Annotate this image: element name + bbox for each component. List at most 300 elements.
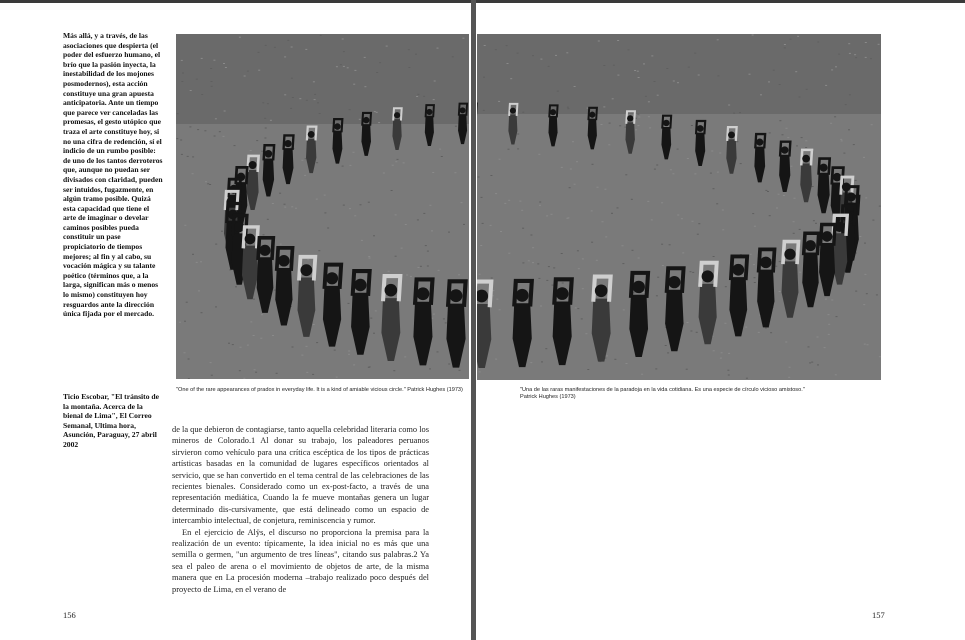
grass-texture xyxy=(617,207,619,208)
grass-texture xyxy=(694,173,696,174)
grass-texture xyxy=(306,372,308,373)
grass-texture xyxy=(638,117,640,118)
grass-texture xyxy=(789,367,791,368)
grass-texture xyxy=(546,215,548,216)
grass-texture xyxy=(318,250,320,251)
grass-texture xyxy=(262,102,264,103)
grass-texture xyxy=(528,260,530,261)
grass-texture xyxy=(799,272,801,273)
left-page-top-edge xyxy=(0,0,471,3)
grass-texture xyxy=(240,347,242,348)
grass-texture xyxy=(831,69,833,70)
grass-texture xyxy=(655,368,657,369)
grass-texture xyxy=(304,175,306,176)
book-spine xyxy=(471,0,476,640)
grass-texture xyxy=(719,153,721,154)
grass-texture xyxy=(316,342,318,343)
grass-texture xyxy=(793,221,795,222)
grass-texture xyxy=(340,64,342,65)
grass-texture xyxy=(878,44,880,45)
grass-texture xyxy=(395,256,397,257)
grass-texture xyxy=(517,53,519,54)
grass-texture xyxy=(247,345,249,346)
grass-texture xyxy=(647,201,649,202)
grass-texture xyxy=(717,39,719,40)
grass-texture xyxy=(740,163,742,164)
grass-texture xyxy=(635,129,637,130)
grass-texture xyxy=(176,138,178,139)
grass-texture xyxy=(784,47,786,48)
photo-right-half xyxy=(477,34,881,380)
grass-texture xyxy=(204,130,206,131)
grass-texture xyxy=(211,81,213,82)
grass-texture xyxy=(192,156,194,157)
grass-texture xyxy=(598,41,600,42)
grass-texture xyxy=(418,267,420,268)
grass-texture xyxy=(219,131,221,132)
grass-texture xyxy=(184,225,186,226)
grass-texture xyxy=(392,165,394,166)
grass-texture xyxy=(441,156,443,157)
grass-texture xyxy=(739,112,741,113)
grass-texture xyxy=(429,368,431,369)
grass-texture xyxy=(314,99,316,100)
grass-texture xyxy=(254,369,256,370)
grass-texture xyxy=(591,111,593,112)
grass-texture xyxy=(373,333,375,334)
grass-texture xyxy=(843,153,845,154)
grass-texture xyxy=(265,128,267,129)
body-text xyxy=(172,424,429,595)
grass-texture xyxy=(439,149,441,150)
grass-texture xyxy=(205,181,207,182)
grass-texture xyxy=(383,173,385,174)
grass-texture xyxy=(401,248,403,249)
grass-texture xyxy=(284,94,286,95)
grass-texture xyxy=(386,46,388,47)
grass-texture xyxy=(648,116,650,117)
grass-texture xyxy=(796,145,798,146)
circle-of-people-right-image xyxy=(477,34,881,380)
grass-texture xyxy=(596,260,598,261)
grass-texture xyxy=(662,265,664,266)
grass-texture xyxy=(623,309,625,310)
grass-texture xyxy=(532,247,534,248)
grass-texture xyxy=(348,354,350,355)
grass-texture xyxy=(292,97,294,98)
grass-texture xyxy=(272,335,274,336)
grass-texture xyxy=(736,141,738,142)
grass-texture xyxy=(855,57,857,58)
grass-texture xyxy=(184,321,186,322)
grass-texture xyxy=(181,81,183,82)
grass-texture xyxy=(746,378,748,379)
grass-texture xyxy=(864,274,866,275)
grass-texture xyxy=(235,286,237,287)
grass-texture xyxy=(490,175,492,176)
grass-texture xyxy=(779,261,781,262)
grass-texture xyxy=(608,144,610,145)
grass-texture xyxy=(768,81,770,82)
grass-texture xyxy=(633,292,635,293)
grass-texture xyxy=(267,103,269,104)
grass-texture xyxy=(783,195,785,196)
grass-texture xyxy=(496,299,498,300)
grass-texture xyxy=(452,56,454,57)
grass-texture xyxy=(532,55,534,56)
grass-texture xyxy=(373,235,375,236)
grass-texture xyxy=(188,359,190,360)
grass-texture xyxy=(319,113,321,114)
grass-texture xyxy=(284,207,286,208)
grass-texture xyxy=(198,290,200,291)
grass-texture xyxy=(865,42,867,43)
grass-texture xyxy=(754,277,756,278)
grass-texture xyxy=(578,268,580,269)
grass-texture xyxy=(779,120,781,121)
grass-texture xyxy=(782,134,784,135)
grass-texture xyxy=(654,81,656,82)
grass-texture xyxy=(601,124,603,125)
grass-texture xyxy=(349,208,351,209)
grass-texture xyxy=(353,84,355,85)
grass-texture xyxy=(836,316,838,317)
body-paragraph: de la que debieron de contagiarse, tanto aquella celebridad literaria como los mineros de Colorado.1 Al donar su trabajo, los paleadores peruanos sirvieron como vehículo para una crítica escéptica de los tipos de prácticas artísticas basadas en la comunidad de lugares específicos orientados al servicio, que se han convertido en el tema central de las celebraciones de las recientes bienales. Considerado como un ex-post-facto, a través de una representación mediática, Cuando la fe mueve montañas genera un lugar determinado dis-cursivamente, que está delineado como un espacio de intercambio intelectual, de conjetura, reminiscencia y rumor. xyxy=(172,425,429,526)
grass-texture xyxy=(841,140,843,141)
grass-texture xyxy=(835,66,837,67)
grass-texture xyxy=(753,264,755,265)
grass-texture xyxy=(532,262,534,263)
grass-texture xyxy=(184,352,186,353)
grass-texture xyxy=(625,174,627,175)
grass-texture xyxy=(541,361,543,362)
grass-texture xyxy=(690,331,692,332)
grass-texture xyxy=(417,219,419,220)
grass-texture xyxy=(863,304,865,305)
grass-texture xyxy=(720,358,722,359)
grass-texture xyxy=(817,364,819,365)
grass-texture xyxy=(343,51,345,52)
grass-texture xyxy=(591,242,593,243)
grass-texture xyxy=(239,37,241,38)
grass-texture xyxy=(750,254,752,255)
grass-texture xyxy=(462,38,464,39)
grass-texture xyxy=(187,156,189,157)
grass-texture xyxy=(530,362,532,363)
grass-texture xyxy=(343,66,345,67)
grass-texture xyxy=(612,98,614,99)
grass-texture xyxy=(613,65,615,66)
grass-texture xyxy=(765,328,767,329)
grass-texture xyxy=(776,208,778,209)
grass-texture xyxy=(423,96,425,97)
grass-texture xyxy=(267,219,269,220)
grass-texture xyxy=(433,99,435,100)
grass-texture xyxy=(825,85,827,86)
grass-texture xyxy=(490,225,492,226)
grass-texture xyxy=(353,152,355,153)
grass-texture xyxy=(181,60,183,61)
grass-texture xyxy=(853,144,855,145)
grass-texture xyxy=(306,346,308,347)
grass-texture xyxy=(391,190,393,191)
grass-texture xyxy=(508,149,510,150)
grass-texture xyxy=(835,374,837,375)
grass-texture xyxy=(811,362,813,363)
grass-texture xyxy=(210,68,212,69)
grass-texture xyxy=(343,205,345,206)
grass-texture xyxy=(838,54,840,55)
grass-texture xyxy=(295,208,297,209)
grass-texture xyxy=(809,362,811,363)
grass-texture xyxy=(376,72,378,73)
grass-texture xyxy=(669,244,671,245)
grass-texture xyxy=(817,337,819,338)
grass-texture xyxy=(581,318,583,319)
grass-texture xyxy=(591,210,593,211)
grass-texture xyxy=(597,187,599,188)
grass-texture xyxy=(508,200,510,201)
grass-texture xyxy=(569,187,571,188)
grass-texture xyxy=(632,250,634,251)
grass-texture xyxy=(854,54,856,55)
grass-texture xyxy=(406,275,408,276)
grass-texture xyxy=(585,333,587,334)
grass-texture xyxy=(405,224,407,225)
grass-texture xyxy=(548,266,550,267)
grass-texture xyxy=(879,356,881,357)
grass-texture xyxy=(250,150,252,151)
grass-texture xyxy=(840,139,842,140)
grass-texture xyxy=(725,286,727,287)
grass-texture xyxy=(733,113,735,114)
grass-texture xyxy=(651,219,653,220)
grass-texture xyxy=(722,229,724,230)
sidebar-citation: Ticio Escobar, "El tránsito de la montaña. Acerca de la bienal de Lima", El Correo Semanal, Ultima hora, Asunción, Paraguay, 27 abril 2002 xyxy=(63,392,159,449)
grass-texture xyxy=(561,167,563,168)
grass-texture xyxy=(539,205,541,206)
grass-texture xyxy=(244,76,246,77)
grass-texture xyxy=(376,112,378,113)
grass-texture xyxy=(604,189,606,190)
grass-texture xyxy=(871,124,873,125)
grass-texture xyxy=(369,258,371,259)
grass-texture xyxy=(284,204,286,205)
grass-texture xyxy=(687,158,689,159)
grass-texture xyxy=(499,159,501,160)
grass-texture xyxy=(834,116,836,117)
grass-texture xyxy=(665,345,667,346)
grass-texture xyxy=(313,324,315,325)
grass-texture xyxy=(265,45,267,46)
grass-texture xyxy=(291,206,293,207)
grass-texture xyxy=(692,221,694,222)
grass-texture xyxy=(643,292,645,293)
body-paragraph: En el ejercicio de Alÿs, el discurso no proporciona la premisa para la realización de un evento: típicamente, la idea inicial no es más que una semilla o germen, "un argumento de tres líneas", citando sus palabras.2 Ya sea el paleo de arena o el movimiento de objetos de arte, de la misma manera que en La procesión moderna –trabajo realizado poco después del proyecto de Lima, en el verano de xyxy=(172,527,429,594)
grass-texture xyxy=(305,49,307,50)
grass-texture xyxy=(253,335,255,336)
grass-texture xyxy=(506,45,508,46)
grass-texture xyxy=(681,218,683,219)
grass-texture xyxy=(443,318,445,319)
grass-texture xyxy=(258,52,260,53)
grass-texture xyxy=(855,180,857,181)
grass-texture xyxy=(687,322,689,323)
grass-texture xyxy=(611,213,613,214)
grass-texture xyxy=(716,203,718,204)
grass-texture xyxy=(301,160,303,161)
grass-texture xyxy=(779,84,781,85)
grass-texture xyxy=(614,359,616,360)
grass-texture xyxy=(828,324,830,325)
grass-texture xyxy=(672,173,674,174)
grass-texture xyxy=(733,275,735,276)
grass-texture xyxy=(215,118,217,119)
grass-texture xyxy=(711,151,713,152)
grass-texture xyxy=(354,215,356,216)
grass-texture xyxy=(361,240,363,241)
grass-texture xyxy=(499,309,501,310)
grass-texture xyxy=(552,285,554,286)
grass-texture xyxy=(696,332,698,333)
grass-texture xyxy=(263,234,265,235)
grass-texture xyxy=(479,274,481,275)
grass-texture xyxy=(686,369,688,370)
grass-texture xyxy=(574,86,576,87)
grass-texture xyxy=(232,344,234,345)
grass-texture xyxy=(354,70,356,71)
grass-texture xyxy=(790,39,792,40)
grass-texture xyxy=(255,372,257,373)
grass-texture xyxy=(403,162,405,163)
grass-texture xyxy=(673,81,675,82)
grass-texture xyxy=(455,126,457,127)
grass-texture xyxy=(508,253,510,254)
grass-texture xyxy=(491,278,493,279)
grass-texture xyxy=(775,266,777,267)
grass-texture xyxy=(867,344,869,345)
grass-texture xyxy=(500,231,502,232)
grass-texture xyxy=(677,82,679,83)
grass-texture xyxy=(540,306,542,307)
grass-texture xyxy=(209,184,211,185)
grass-texture xyxy=(495,193,497,194)
grass-texture xyxy=(745,327,747,328)
grass-texture xyxy=(264,138,266,139)
grass-texture xyxy=(546,280,548,281)
grass-texture xyxy=(754,226,756,227)
grass-texture xyxy=(260,338,262,339)
grass-texture xyxy=(845,104,847,105)
grass-texture xyxy=(393,370,395,371)
grass-texture xyxy=(517,134,519,135)
grass-texture xyxy=(799,229,801,230)
grass-texture xyxy=(215,244,217,245)
grass-texture xyxy=(592,164,594,165)
grass-texture xyxy=(790,166,792,167)
grass-texture xyxy=(522,262,524,263)
grass-texture xyxy=(264,118,266,119)
grass-texture xyxy=(801,137,803,138)
grass-texture xyxy=(177,113,179,114)
grass-texture xyxy=(670,169,672,170)
grass-texture xyxy=(787,137,789,138)
grass-texture xyxy=(698,75,700,76)
grass-texture xyxy=(521,210,523,211)
grass-texture xyxy=(290,108,292,109)
grass-texture xyxy=(197,129,199,130)
grass-texture xyxy=(336,377,338,378)
grass-texture xyxy=(765,190,767,191)
grass-texture xyxy=(243,378,245,379)
grass-texture xyxy=(368,256,370,257)
grass-texture xyxy=(806,89,808,90)
grass-texture xyxy=(247,71,249,72)
grass-texture xyxy=(239,370,241,371)
grass-texture xyxy=(459,370,461,371)
grass-texture xyxy=(342,166,344,167)
grass-texture xyxy=(483,77,485,78)
grass-texture xyxy=(228,343,230,344)
grass-texture xyxy=(567,108,569,109)
grass-texture xyxy=(876,294,878,295)
grass-texture xyxy=(728,105,730,106)
grass-texture xyxy=(749,74,751,75)
grass-texture xyxy=(481,197,483,198)
grass-texture xyxy=(299,98,301,99)
grass-texture xyxy=(540,59,542,60)
grass-texture xyxy=(537,263,539,264)
grass-texture xyxy=(280,244,282,245)
page-number-left: 156 xyxy=(63,610,76,620)
grass-texture xyxy=(370,318,372,319)
grass-texture xyxy=(724,323,726,324)
grass-texture xyxy=(626,363,628,364)
grass-texture xyxy=(395,214,397,215)
grass-texture xyxy=(779,291,781,292)
grass-texture xyxy=(815,223,817,224)
grass-texture xyxy=(211,375,213,376)
grass-texture xyxy=(572,141,574,142)
grass-texture xyxy=(324,195,326,196)
grass-texture xyxy=(849,53,851,54)
grass-texture xyxy=(769,132,771,133)
grass-texture xyxy=(498,101,500,102)
grass-texture xyxy=(530,235,532,236)
grass-texture xyxy=(480,245,482,246)
grass-texture xyxy=(432,172,434,173)
grass-texture xyxy=(478,177,480,178)
grass-texture xyxy=(334,350,336,351)
grass-texture xyxy=(438,270,440,271)
grass-texture xyxy=(654,169,656,170)
grass-texture xyxy=(638,258,640,259)
grass-texture xyxy=(567,107,569,108)
grass-texture xyxy=(495,49,497,50)
grass-texture xyxy=(279,193,281,194)
grass-texture xyxy=(201,312,203,313)
grass-texture xyxy=(817,42,819,43)
grass-texture xyxy=(713,188,715,189)
grass-texture xyxy=(420,266,422,267)
grass-texture xyxy=(388,271,390,272)
photo-caption-english: "One of the rare appearances of pradox in everyday life. It is a kind of amiable vicious circle." Patrick Hughes (1973) xyxy=(176,387,463,393)
grass-texture xyxy=(522,228,524,229)
grass-texture xyxy=(364,57,366,58)
grass-texture xyxy=(397,159,399,160)
grass-texture xyxy=(637,125,639,126)
grass-texture xyxy=(677,149,679,150)
